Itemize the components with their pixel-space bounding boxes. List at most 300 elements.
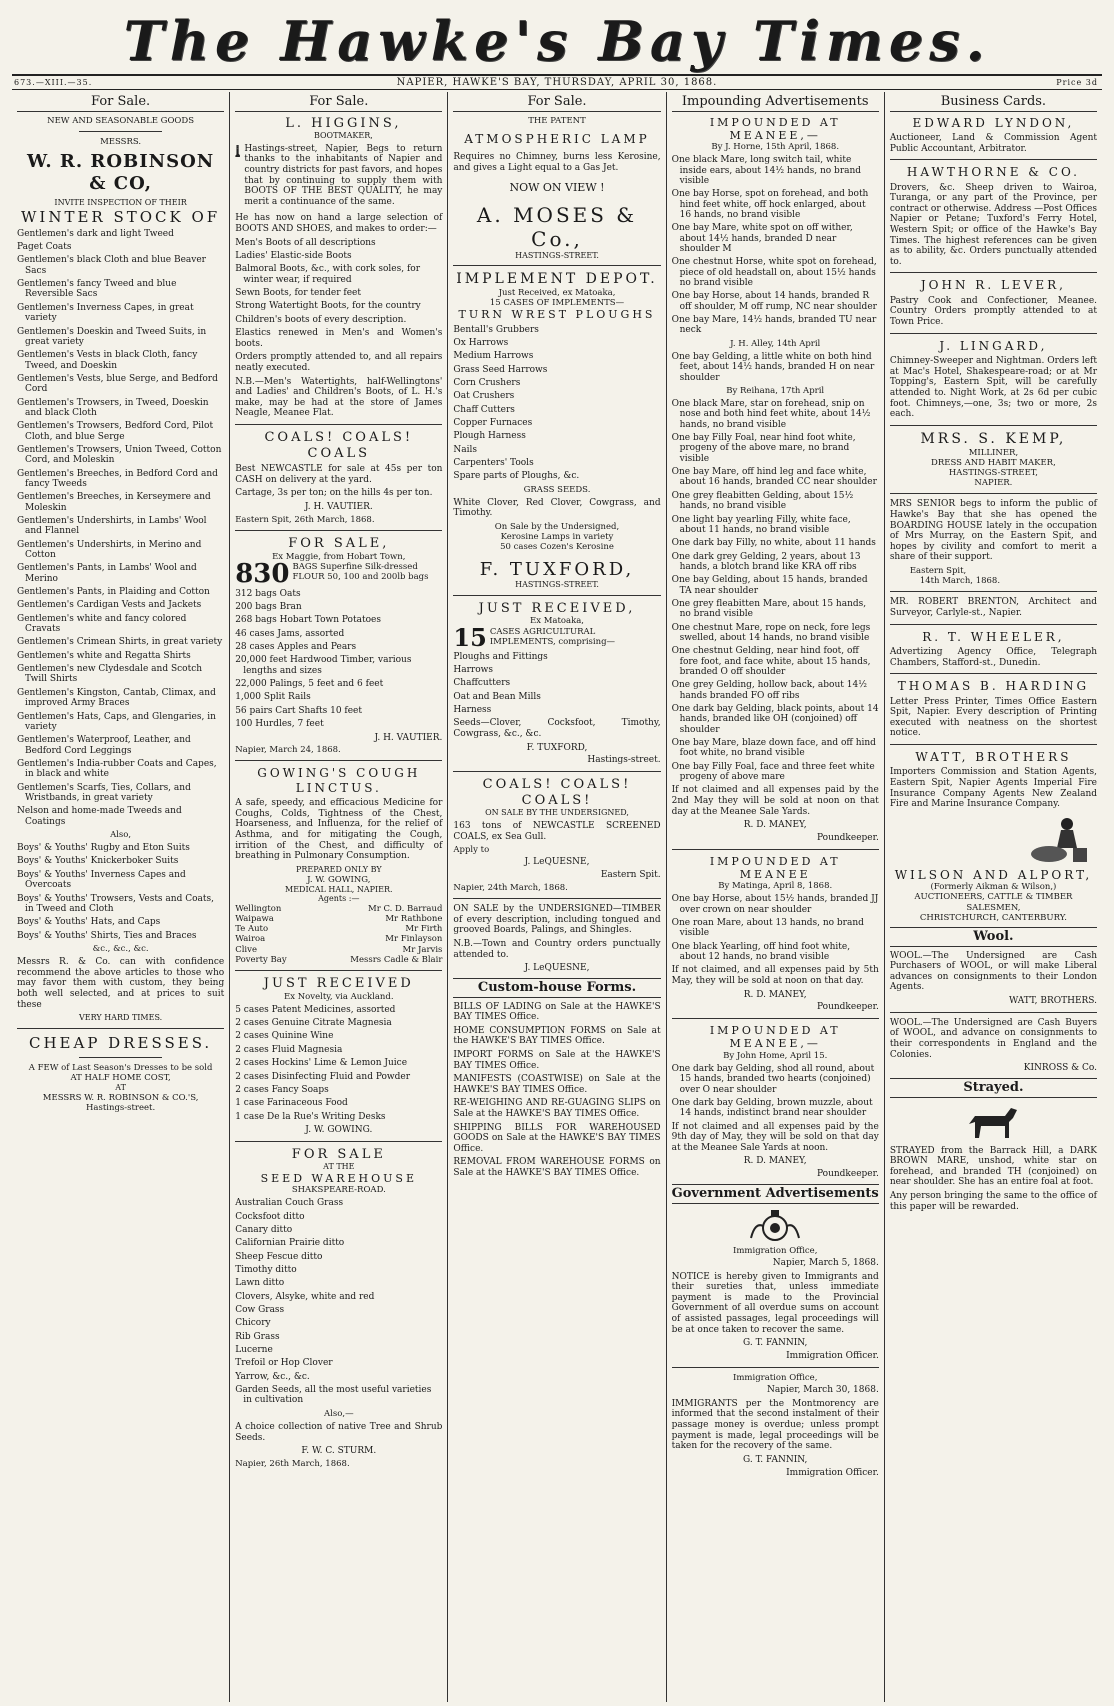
list-item: One black Mare, long switch tail, white inside ears, about 14½ hands, no brand visible [671, 155, 862, 186]
wool-2-text: WOOL.—The Undersigned are Cash Buyers of WOOL, and advance on consignments to their correspondents in England and the Colonies. [889, 1017, 1098, 1060]
senior-text: MRS SENIOR begs to inform the public of Hawke's Bay that she has opened the BOARDING HOUSE lately in the occupation of Mrs Murray, on the Eastern Spit, and hopes by civility and comfort to merit a share of their support. [889, 499, 1098, 563]
list-item: One grey fleabitten Gelding, about 15½ hands, no brand visible [671, 490, 854, 512]
list-item: Gentlemen's Breeches, in Bedford Cord and fancy Tweeds [17, 468, 218, 489]
immigration-date: Napier, March 30, 1868. [767, 1384, 879, 1395]
list-item: Gentlemen's Crimean Shirts, in great variety [17, 637, 223, 648]
moses-name: A. MOSES & Co., [476, 202, 638, 251]
list-item: Men's Boots of all descriptions [235, 237, 376, 248]
timber-text: ON SALE by the UNDERSIGNED—TIMBER of every description, including tongued and grooved Boards, Palings, and Shingles. [453, 904, 661, 936]
list-item: Nelson and home-made Tweeds and Coatings [17, 806, 182, 827]
list-item: 56 pairs Cart Shafts 10 feet [235, 705, 363, 716]
dateline-bar [12, 74, 1102, 90]
watt-text: Importers Commission and Station Agents, Eastern Spit, Napier Agents Imperial Fire Insurance Company Agents New Zealand Fire and Marine Insurance Company. [889, 767, 1098, 810]
list-item: 2 cases Fluid Magnesia [235, 1044, 343, 1055]
business-cards [890, 116, 1097, 426]
list-item: 2 cases Quinine Wine [235, 1031, 334, 1042]
list-item: Californian Prairie ditto [235, 1238, 345, 1249]
agent-place: Wairoa [235, 934, 266, 945]
list-item: One dark bay Gelding, shod all round, about 15 hands, branded two hearts (conjoined) over O near shoulder [671, 1063, 875, 1095]
business-card [890, 165, 1097, 273]
wool-2-signature: KINROSS & Co. [1023, 1063, 1098, 1074]
list-item: Copper Furnaces [453, 417, 533, 428]
list-item: Balmoral Boots, &c., with cork soles, for winter wear, if required [235, 264, 421, 285]
list-item: Sheep Fescue ditto [235, 1251, 323, 1262]
matoaka-line: Ex Matoaka, [530, 616, 584, 627]
card-name: JOHN R. LEVER, [920, 278, 1066, 293]
list-item: Canary ditto [235, 1224, 293, 1235]
business-card [890, 116, 1097, 161]
reward-text: Any person bringing the same to the office of this paper will be rewarded. [889, 1191, 1098, 1212]
list-item: One bay Filly Foal, near hind foot white, progeny of the above mare, no brand visible [671, 433, 856, 464]
seeds-text: Seeds—Clover, Cocksfoot, Timothy, Cowgrass, &c., &c. [453, 718, 661, 739]
boot-icon [235, 116, 240, 186]
implement-depot: IMPLEMENT DEPOT. [456, 271, 658, 288]
list-item: BILLS OF LADING on Sale at the HAWKE'S BAY TIMES Office. [453, 1001, 661, 1023]
hastings-line: Hastings-street. [587, 755, 661, 766]
lamp-heading: ATMOSPHERIC LAMP [464, 131, 650, 146]
list-item: HOME CONSUMPTION FORMS on Sale at the HAWKE'S BAY TIMES Office. [453, 1025, 661, 1047]
agent-row [235, 924, 442, 934]
list-item: Boys' & Youths' Rugby and Eton Suits [17, 843, 190, 854]
list-item: Gentlemen's Vests, blue Serge, and Bedford Cord [17, 373, 218, 395]
orders-text: Orders promptly attended to, and all repairs neatly executed. [235, 352, 443, 373]
list-item: One bay Horse, spot on forehead, and both hind feet white, off hock enlarged, about 16 hands, no brand visible [671, 189, 869, 220]
list-item: 5 cases Patent Medicines, assorted [235, 1004, 396, 1015]
tuxford-signature: F. TUXFORD, [526, 742, 588, 753]
list-item: One chestnut Horse, white spot on forehead, piece of old headstall on, about 15½ hands no brand visible [671, 257, 877, 288]
few-dresses: A FEW of Last Season's Dresses to be sold [28, 1062, 213, 1073]
list-item: Chicory [235, 1318, 271, 1329]
newspaper-title: The Hawke's Bay Times. [123, 8, 991, 73]
maggie-line: Ex Maggie, from Hobart Town, [272, 551, 406, 562]
novelty-line: Ex Novelty, via Auckland. [284, 991, 394, 1002]
agents-list [235, 904, 442, 965]
agents-label: Agents :— [318, 894, 360, 904]
seed-warehouse: SEED WAREHOUSE [260, 1171, 417, 1185]
higgins-name: L. HIGGINS, [285, 115, 402, 131]
divider [890, 493, 1097, 494]
list-item: Gentlemen's Pants, in Plaiding and Cotton [17, 587, 210, 598]
brenton-text: MR. ROBERT BRENTON, Architect and Surveyor, Carlyle-st., Napier. [889, 597, 1098, 618]
business-card [890, 278, 1097, 333]
kemp-town: NAPIER. [974, 478, 1013, 489]
impound-1-note: If not claimed and all expenses paid by the 2nd May they will be sold at noon on that day at the Meanee Sale Yards. [671, 785, 879, 817]
napier-date: Napier, 24th March, 1868. [453, 882, 568, 893]
column-4 [667, 92, 885, 1702]
cases-number: 15 [453, 622, 487, 652]
divider [890, 624, 1097, 625]
list-item: Boys' & Youths' Inverness Capes and Overcoats [17, 869, 186, 891]
auctioneers-line: AUCTIONEERS, CATTLE & TIMBER SALESMEN, [914, 892, 1073, 913]
harding-text: Letter Press Printer, Times Office Eastern Spit, Napier. Every description of Printing executed with neatness on the shortest notice. [889, 696, 1098, 739]
matoaka-line: Just Received, ex Matoaka, [498, 287, 616, 298]
column-heading: For Sale. [453, 94, 660, 112]
list-item: 1 case De la Rue's Writing Desks [235, 1111, 386, 1122]
card-name: J. LINGARD, [939, 338, 1048, 353]
agent-name: Mr C. D. Barraud [367, 903, 443, 914]
list-item: Gentlemen's white and fancy colored Cravats [17, 613, 187, 635]
agent-row [235, 955, 442, 965]
list-item: SHIPPING BILLS FOR WAREHOUSED GOODS on Sale at the HAWKE'S BAY TIMES Office. [453, 1122, 661, 1154]
immigration-date: Napier, March 5, 1868. [772, 1257, 879, 1268]
sturm-signature: F. W. C. STURM. [301, 1446, 377, 1457]
timber-nb: N.B.—Town and Country orders punctually attended to. [453, 938, 661, 960]
patent-line: THE PATENT [528, 115, 586, 126]
list-item: Gentlemen's Vests in black Cloth, fancy Tweed, and Doeskin [17, 350, 198, 371]
list-item: Paget Coats [17, 242, 72, 253]
list-item: One grey Gelding, hollow back, about 14½ hands branded FO off ribs [671, 680, 867, 701]
dress-maker: DRESS AND HABIT MAKER, [931, 457, 1056, 468]
elastics-text: Elastics renewed in Men's and Women's boots. [235, 328, 443, 349]
medical-hall: MEDICAL HALL, NAPIER. [285, 884, 393, 894]
list-item: Clovers, Alsyke, white and red [235, 1291, 375, 1302]
closing-text: Messrs R. & Co. can with confidence recommend the above articles to those who may favor them with custom, they being both well selected, and at prices to suit these [17, 957, 225, 1010]
wool-1-signature: WATT, BROTHERS. [1008, 995, 1098, 1006]
higgins-text: Hastings-street, Napier, Begs to return thanks to the inhabitants of Napier and country districts for past favors, and hopes that by continuing to supply them with BOOTS OF THE BEST QUALITY, he may merit a continuance of the same. [244, 143, 443, 207]
bags-text: BAGS Superfine Silk-dressed FLOUR 50, 100 and 200lb bags [292, 561, 429, 582]
price: Price 3d [1056, 77, 1098, 87]
impound-1-list [672, 155, 879, 336]
list-item: 2 cases Genuine Citrate Magnesia [235, 1018, 392, 1029]
list-item: Lucerne [235, 1345, 273, 1356]
immigration-office: Immigration Office, [733, 1245, 818, 1256]
fannin-signature: G. T. FANNIN, [743, 1454, 808, 1465]
list-item: One light bay yearling Filly, white face, about 11 hands, no brand visible [671, 514, 851, 535]
divider [17, 1028, 224, 1029]
list-item: Nails [453, 444, 478, 455]
grass-heading: GRASS SEEDS. [523, 484, 591, 495]
lequesne-signature: J. LeQUESNE, [524, 963, 590, 974]
list-item: Ox Harrows [453, 337, 509, 348]
wheeler-name: R. T. WHEELER, [922, 629, 1065, 644]
prepared-line: PREPARED ONLY BY [295, 864, 382, 874]
divider [79, 1057, 162, 1058]
spit-date: Eastern Spit, 26th March, 1868. [235, 514, 375, 525]
kemp-name: MRS. S. KEMP, [920, 430, 1067, 447]
list-item: Gentlemen's black Cloth and blue Beaver Sacs [17, 255, 206, 276]
kemp-street: HASTINGS-STREET, [948, 467, 1038, 478]
fannin-signature: G. T. FANNIN, [743, 1338, 808, 1349]
divider [453, 898, 660, 899]
street-line: Hastings-street. [86, 1102, 156, 1113]
list-item: One bay Mare, off hind leg and face white, about 16 hands, branded CC near shoulder [671, 467, 877, 488]
list-item: One dark bay Gelding, black points, about 14 hands, branded like OH (conjoined) off shoulder [671, 704, 879, 735]
list-item: MANIFESTS (COASTWISE) on Sale at the HAWKE'S BAY TIMES Office. [453, 1074, 661, 1095]
kerosine-lamps: Kerosine Lamps in variety [500, 532, 614, 543]
impound-1-by: By J. Horne, 15th April, 1868. [711, 141, 840, 152]
list-item: Gentlemen's Doeskin and Tweed Suits, in great variety [17, 326, 207, 347]
notice-text: NOTICE is hereby given to Immigrants and their sureties that, unless immediate payment is made to the Provincial Government of all overdue sums on account of assisted passages, legal proceedings will be at once taken to recover the same. [671, 1271, 879, 1335]
list-item: Rib Grass [235, 1331, 280, 1342]
list-item: Gentlemen's Trowsers, Union Tweed, Cotton Cord, and Moleskin [17, 444, 222, 466]
list-item: 2 cases Disinfecting Fluid and Powder [235, 1071, 411, 1082]
also-line: Also, [110, 829, 132, 840]
alley-line: J. H. Alley, 14th April [730, 338, 821, 349]
impound-2-list [672, 894, 879, 962]
turn-wrest: TURN WREST PLOUGHS [458, 308, 656, 322]
column-3 [448, 92, 666, 1702]
christchurch-line: CHRISTCHURCH, CANTERBURY. [919, 912, 1067, 923]
list-item: One chestnut Gelding, near hind foot, off fore foot, and face white, about 15 hands, branded O off shoulder [671, 646, 871, 677]
list-item: Strong Watertight Boots, for the country [235, 301, 421, 312]
gowing-heading: GOWING'S COUGH LINCTUS. [257, 766, 421, 795]
etc-line: &c., &c., &c. [92, 943, 149, 954]
watt-name: WATT, BROTHERS [915, 749, 1072, 764]
list-item: Gentlemen's fancy Tweed and blue Reversible Sacs [17, 279, 177, 300]
seeds-list [235, 1198, 442, 1406]
half-cost: AT HALF HOME COST, [70, 1072, 171, 1083]
hastings-street: HASTINGS-STREET. [515, 580, 599, 590]
intro-line: NEW AND SEASONABLE GOODS [47, 115, 195, 126]
agri-ad [453, 622, 660, 652]
agri-list [453, 652, 660, 716]
coals-text: 163 tons of NEWCASTLE SCREENED COALS, ex Sea Gull. [453, 820, 661, 842]
cheap-dresses: CHEAP DRESSES. [28, 1033, 213, 1052]
choice-text: A choice collection of native Tree and Shrub Seeds. [235, 1421, 443, 1443]
column-2 [230, 92, 448, 1702]
divider [890, 591, 1097, 592]
masthead [12, 8, 1102, 74]
seed-road: SHAKSPEARE-ROAD. [291, 1185, 386, 1196]
just-received: JUST RECEIVED, [478, 600, 636, 616]
vautier-signature: J. H. VAUTIER. [304, 501, 373, 512]
list-item: Trefoil or Hop Clover [235, 1358, 333, 1369]
sale-line: On Sale by the Undersigned, [494, 522, 620, 533]
sturm-date: Napier, 26th March, 1868. [235, 1458, 350, 1469]
government-heading: Government Advertisements [672, 1184, 879, 1204]
list-item: Grass Seed Harrows [453, 364, 548, 375]
list-item: Sewn Boots, for tender feet [235, 288, 361, 299]
goods-list [17, 229, 224, 827]
forsale-heading: FOR SALE, [288, 535, 390, 551]
maney-signature: R. D. MANEY, [743, 1156, 807, 1167]
agent-row [235, 945, 442, 955]
list-item: 100 Hurdles, 7 feet [235, 719, 324, 730]
columns [12, 92, 1102, 1702]
impound-1-heading: IMPOUNDED AT MEANEE,— [709, 115, 841, 142]
list-item: 28 cases Apples and Pears [235, 642, 357, 653]
divider [235, 424, 442, 425]
list-item: Gentlemen's Breeches, in Kerseymere and Moleskin [17, 492, 211, 513]
list-item: One bay Gelding, a little white on both hind feet, about 14½ hands, branded H on near shoulder [671, 351, 875, 383]
agent-row [235, 904, 442, 914]
stock-text: He has now on hand a large selection of BOOTS AND SHOES, and makes to order:— [235, 213, 443, 235]
divider [453, 265, 660, 266]
list-item: Oat Crushers [453, 391, 515, 402]
list-item: Gentlemen's India-rubber Coats and Capes, in black and white [17, 758, 217, 780]
card-text: Drovers, &c. Sheep driven to Wairoa, Turanga, or any part of the Province, per contract or otherwise. Address —Post Offices Napier or Petane; Tuxford's Ferry Hotel, Western Spit; or office of the Hawke's Bay Times. The highest references can be given as to ability, &c. Orders punctually attended to. [889, 182, 1098, 267]
list-item: Lawn ditto [235, 1278, 285, 1289]
divider [79, 131, 162, 132]
list-item: One bay Mare, 14½ hands, branded TU near neck [671, 314, 877, 336]
immigration-officer: Immigration Officer. [786, 1351, 879, 1361]
divider [235, 530, 442, 531]
impound-3-by: By John Home, April 15. [723, 1050, 828, 1061]
list-item: Chaffcutters [453, 678, 511, 689]
napier-date: Napier, March 24, 1868. [235, 745, 341, 756]
agent-name: Mr Rathbone [385, 914, 443, 925]
list-item: Chaff Cutters [453, 404, 515, 415]
seed-heading: FOR SALE [291, 1146, 386, 1162]
list-item: One grey fleabitten Mare, about 15 hands, no brand visible [671, 598, 867, 620]
vautier-signature: J. H. VAUTIER. [374, 732, 443, 743]
list-item: Gentlemen's Pants, in Lambs' Wool and Merino [17, 563, 197, 584]
divider [672, 1018, 879, 1019]
list-item: 22,000 Palings, 5 feet and 6 feet [235, 679, 384, 690]
just-received: JUST RECEIVED [263, 976, 414, 992]
list-item: Spare parts of Ploughs, &c. [453, 471, 580, 482]
list-item: One bay Filly Foal, face and three feet white progeny of above mare [671, 761, 875, 783]
list-item: Gentlemen's Hats, Caps, and Glengaries, in variety [17, 711, 216, 732]
column-heading: For Sale. [17, 94, 224, 112]
now-on-view: NOW ON VIEW ! [509, 181, 605, 195]
list-item: Ladies' Elastic-side Boots [235, 251, 352, 261]
divider [890, 333, 1097, 334]
list-item: REMOVAL FROM WAREHOUSE FORMS on Sale at the HAWKE'S BAY TIMES Office. [453, 1157, 661, 1179]
messrs-address: MESSRS W. R. ROBINSON & CO.'S, [42, 1092, 199, 1103]
divider [890, 744, 1097, 745]
list-item: 2 cases Hockins' Lime & Lemon Juice [235, 1058, 408, 1069]
list-item: One bay Horse, about 14 hands, branded R off shoulder, M off rump, NC near shoulder [671, 291, 877, 312]
list-item: 200 bags Bran [235, 602, 302, 613]
list-item: Gentlemen's Kingston, Cantab, Climax, and improved Army Braces [17, 687, 216, 709]
divider [890, 425, 1097, 426]
list-item: Boys' & Youths' Shirts, Ties and Braces [17, 930, 197, 941]
wool-1-text: WOOL.—The Undersigned are Cash Purchasers of WOOL, or will make Liberal advances on consignments to their London Agents. [889, 950, 1098, 993]
cases-list [235, 1005, 442, 1122]
list-item: One black Yearling, off hind foot white, about 12 hands, no brand visible [671, 941, 851, 963]
impound-3-list [672, 1064, 879, 1119]
list-item: Yarrow, &c., &c. [235, 1371, 310, 1382]
column-heading: Impounding Advertisements [672, 94, 879, 112]
agent-name: Messrs Cadle & Blair [350, 954, 443, 965]
wool-heading: Wool. [890, 927, 1097, 947]
divider [235, 1141, 442, 1142]
also-line: Also,— [324, 1408, 354, 1419]
milliner: MILLINER, [968, 447, 1019, 458]
at-line: AT [115, 1083, 126, 1093]
list-item: One bay Horse, about 15½ hands, branded JJ over crown on near shoulder [671, 894, 879, 915]
agent-place: Poverty Bay [235, 954, 287, 965]
wool-sorter-icon [890, 814, 1097, 864]
list-item: Boys' & Youths' Knickerboker Suits [17, 856, 179, 867]
bags-number: 830 [235, 558, 290, 589]
list-item: RE-WEIGHING AND RE-GUAGING SLIPS on Sale at the HAWKE'S BAY TIMES Office. [453, 1098, 661, 1120]
reihana-list [672, 399, 879, 782]
agent-place: Wellington [235, 903, 282, 914]
dateline: NAPIER, HAWKE'S BAY, THURSDAY, APRIL 30, 1868. [396, 76, 718, 88]
seed-at: AT THE [323, 1162, 355, 1172]
list-item: Harrows [453, 664, 493, 675]
impound-3-note: If not claimed and all expenses paid by the 9th day of May, they will be sold on that day at the Meanee Sale Yards at noon. [671, 1121, 879, 1153]
list-item: One dark grey Gelding, 2 years, about 13 hands, a blotch brand like KRA off ribs [671, 551, 861, 572]
list-item: Timothy ditto [235, 1264, 297, 1275]
coals-sub: ON SALE BY THE UNDERSIGNED, [485, 808, 629, 818]
column-5 [885, 92, 1102, 1702]
firm-name: W. R. ROBINSON & CO, [26, 150, 215, 194]
kerosine-cases: 50 cases Cozen's Kerosine [500, 542, 614, 553]
list-item: Corn Crushers [453, 377, 521, 388]
boots-list [235, 238, 442, 325]
agent-name: Mr Finlayson [385, 934, 443, 945]
card-name: EDWARD LYNDON, [912, 115, 1075, 130]
list-item: 268 bags Hobart Town Potatoes [235, 615, 381, 626]
forms-list [453, 1002, 660, 1179]
invite-line: INVITE INSPECTION OF THEIR [54, 198, 187, 208]
impound-2-note: If not claimed, and all expenses paid by 5th May, they will be sold at noon on that day. [671, 965, 879, 987]
card-text: Chimney-Sweeper and Nightman. Orders left at Mac's Hotel, Shakespeare-road; or at Mr Topping's, Eastern Spit, will be carefully attended to. Night Work, at 2s 6d per cubic foot. Chimneys,—one, 3s; two or more, 2s each. [889, 356, 1098, 420]
alley-list [672, 352, 879, 383]
divider [672, 849, 879, 850]
list-item: 312 bags Oats [235, 588, 301, 599]
list-item: Australian Couch Grass [235, 1198, 344, 1209]
divider [890, 673, 1097, 674]
gowing-name: J. W. GOWING, [307, 874, 371, 885]
list-item: Cow Grass [235, 1305, 285, 1315]
coals-text: Best NEWCASTLE for sale at 45s per ton CASH on delivery at the yard. [235, 464, 443, 485]
list-item: Oat and Bean Mills [453, 691, 541, 702]
list-item: Boys' & Youths' Trowsers, Vests and Coats, in Tweed and Cloth [17, 893, 214, 914]
winter-stock: WINTER STOCK OF [20, 207, 221, 226]
list-item: Gentlemen's Undershirts, in Lambs' Wool and Flannel [17, 516, 207, 537]
list-item: Gentlemen's Scarfs, Ties, Collars, and Wristbands, in great variety [17, 782, 191, 803]
list-item: Gentlemen's white and Regatta Shirts [17, 650, 191, 661]
royal-crest-icon [672, 1208, 879, 1242]
lequesne-signature: J. LeQUESNE, [524, 857, 590, 868]
poundkeeper: Poundkeeper. [816, 1169, 879, 1180]
agent-name: Mr Firth [405, 924, 443, 935]
divider [890, 159, 1097, 160]
strayed-heading: Strayed. [890, 1078, 1097, 1098]
hastings-street: HASTINGS-STREET. [515, 250, 599, 260]
list-item: One roan Mare, about 13 hands, no brand visible [671, 918, 864, 939]
immigrants-text: IMMIGRANTS per the Montmorency are informed that the second instalment of their passage money is overdue; unless prompt payment is made, legal proceedings will be taken for the recovery of the same. [671, 1398, 879, 1452]
poundkeeper: Poundkeeper. [816, 833, 879, 844]
coals-heading: COALS! COALS! COALS! [482, 777, 632, 808]
immigration-officer: Immigration Officer. [786, 1467, 879, 1478]
horse-icon [890, 1102, 1097, 1142]
divider [672, 1367, 879, 1368]
agent-name: Mr Jarvis [402, 944, 443, 955]
list-item: Plough Harness [453, 431, 526, 442]
cartage-text: Cartage, 3s per ton; on the hills 4s per ton. [235, 488, 433, 499]
issue-number: 673.—XIII.—35. [14, 77, 93, 87]
list-item: Garden Seeds, all the most useful varieties in cultivation [235, 1385, 432, 1406]
agent-row [235, 934, 442, 944]
list-item: One bay Mare, white spot on off wither, about 14½ hands, branded D near shoulder M [671, 223, 853, 254]
column-heading: For Sale. [235, 94, 442, 112]
tuxford-name: F. TUXFORD, [479, 558, 635, 580]
list-item: One dark bay Gelding, brown muzzle, about 14 hands, indistinct brand near shoulder [671, 1097, 873, 1119]
divider [235, 760, 442, 761]
list-item: Ploughs and Fittings [453, 651, 548, 662]
list-item: Gentlemen's Cardigan Vests and Jackets [17, 600, 202, 611]
list-item: Gentlemen's new Clydesdale and Scotch Twill Shirts [17, 664, 203, 685]
divider [890, 1012, 1097, 1013]
list-item: Boys' & Youths' Hats, and Caps [17, 917, 161, 928]
list-item: Gentlemen's Trowsers, Bedford Cord, Pilot Cloth, and blue Serge [17, 421, 214, 442]
card-text: Auctioneer, Land & Commission Agent Public Accountant, Arbitrator. [889, 132, 1098, 154]
list-item: Gentlemen's Undershirts, in Merino and Cotton [17, 539, 202, 561]
list-item: Medium Harrows [453, 351, 534, 362]
list-item: Gentlemen's dark and light Tweed [17, 228, 174, 239]
coals-heading: COALS! COALS! COALS [264, 429, 414, 461]
agent-row [235, 914, 442, 924]
list-item: 1 case Farinaceous Food [235, 1098, 348, 1109]
gowing-text: A safe, speedy, and efficacious Medicine for Coughs, Colds, Tightness of the Chest, Hoarseness, and Influenza, for the relief of Asthma, and for mitigating the Cough, irrition of the Chest, and difficulty of breathing in Pulmonary Consumption. [235, 798, 443, 862]
list-item: One bay Mare, blaze down face, and off hind foot white, no brand visible [671, 738, 876, 759]
list-item: Carpenters' Tools [453, 457, 534, 468]
